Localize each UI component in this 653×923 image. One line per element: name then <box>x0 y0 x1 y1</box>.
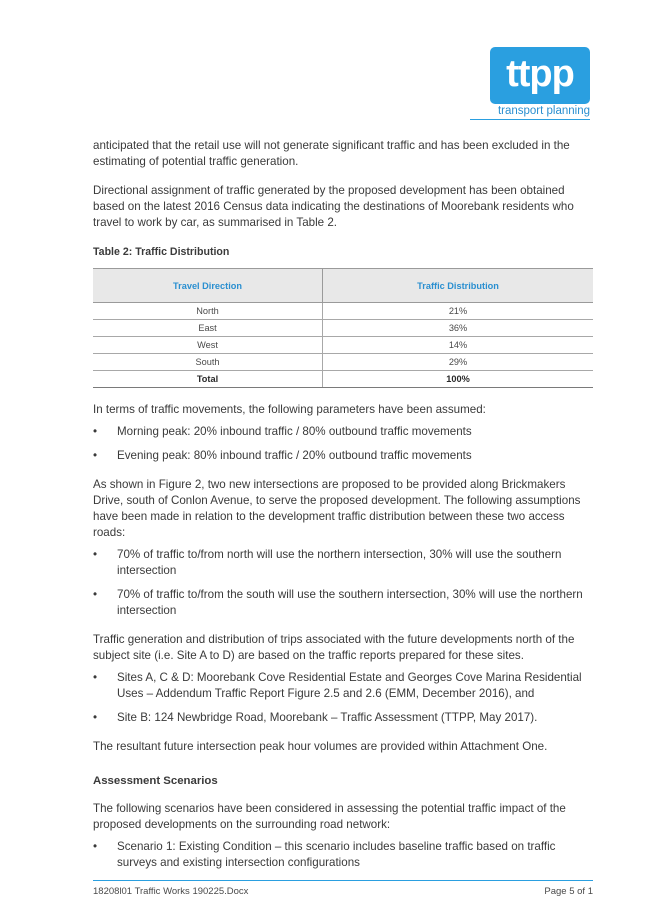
table-row <box>93 320 593 337</box>
list-item: • Evening peak: 80% inbound traffic / 20% outbound traffic movements <box>93 448 593 464</box>
list-item: • 70% of traffic to/from north will use the northern intersection, 30% will use the southern intersection <box>93 547 593 579</box>
header-divider <box>470 119 590 120</box>
paragraph: In terms of traffic movements, the following parameters have been assumed: <box>93 403 486 416</box>
company-logo <box>490 47 590 104</box>
paragraph: The resultant future intersection peak hour volumes are provided within Attachment One. <box>93 740 548 753</box>
list-item: • Site B: 124 Newbridge Road, Moorebank – Traffic Assessment (TTPP, May 2017). <box>93 710 593 726</box>
list-item: • Sites A, C & D: Moorebank Cove Residential Estate and Georges Cove Marina Residential Uses – Addendum Traffic Report Figure 2.5 and 2.6 (EMM, December 2016), and <box>93 670 593 702</box>
table-cell: 29% <box>323 354 593 371</box>
table-row <box>93 337 593 354</box>
column-header: Travel Direction <box>93 269 323 303</box>
bullet-list <box>93 547 593 619</box>
list-item: • Morning peak: 20% inbound traffic / 80% outbound traffic movements <box>93 424 593 440</box>
table-row <box>93 354 593 371</box>
table-cell: West <box>93 337 323 354</box>
paragraph: As shown in Figure 2, two new intersections are proposed to be provided along Brickmakers Drive, south of Conlon Avenue, to serve the proposed development. The following assumptions have been made in relation to the development traffic distribution between these two access roads: <box>93 478 581 539</box>
bullet-list <box>93 424 593 464</box>
table-cell: Total <box>93 371 323 388</box>
list-item: • Scenario 1: Existing Condition – this scenario includes baseline traffic based on traffic surveys and existing intersection configurations <box>93 839 593 871</box>
logo-text: ttpp <box>506 53 574 95</box>
paragraph: anticipated that the retail use will not generate significant traffic and has been excluded in the estimating of potential traffic generation. <box>93 139 570 168</box>
table-cell: North <box>93 303 323 320</box>
list-item: • 70% of traffic to/from the south will use the southern intersection, 30% will use the northern intersection <box>93 587 593 619</box>
logo-subtitle: transport planning <box>497 105 590 117</box>
table-cell: 14% <box>323 337 593 354</box>
table-title: Table 2: Traffic Distribution <box>93 246 230 258</box>
paragraph: The following scenarios have been considered in assessing the potential traffic impact of the proposed developments on the surrounding road network: <box>93 802 566 831</box>
paragraph: Directional assignment of traffic generated by the proposed development has been obtained based on the latest 2016 Census data indicating the destinations of Moorebank residents who travel to work by car, as summarised in Table 2. <box>93 184 574 229</box>
table-cell: 21% <box>323 303 593 320</box>
table-cell: 100% <box>323 371 593 388</box>
table-cell: East <box>93 320 323 337</box>
bullet-list <box>93 670 593 726</box>
bullet-list <box>93 839 593 871</box>
column-header: Traffic Distribution <box>323 269 593 303</box>
table-cell: South <box>93 354 323 371</box>
table-total-row <box>93 371 593 388</box>
table-header-row <box>93 269 593 303</box>
table-row <box>93 303 593 320</box>
footer-filename: 18208l01 Traffic Works 190225.Docx <box>93 886 249 897</box>
traffic-distribution-table <box>93 268 593 388</box>
footer-divider <box>93 880 593 881</box>
section-heading: Assessment Scenarios <box>93 775 218 787</box>
page-content <box>93 138 593 884</box>
paragraph: Traffic generation and distribution of trips associated with the future developments north of the subject site (i.e. Site A to D) are based on the traffic reports prepared for these sites. <box>93 633 575 662</box>
table-cell: 36% <box>323 320 593 337</box>
footer-page-number: Page 5 of 1 <box>544 886 593 897</box>
